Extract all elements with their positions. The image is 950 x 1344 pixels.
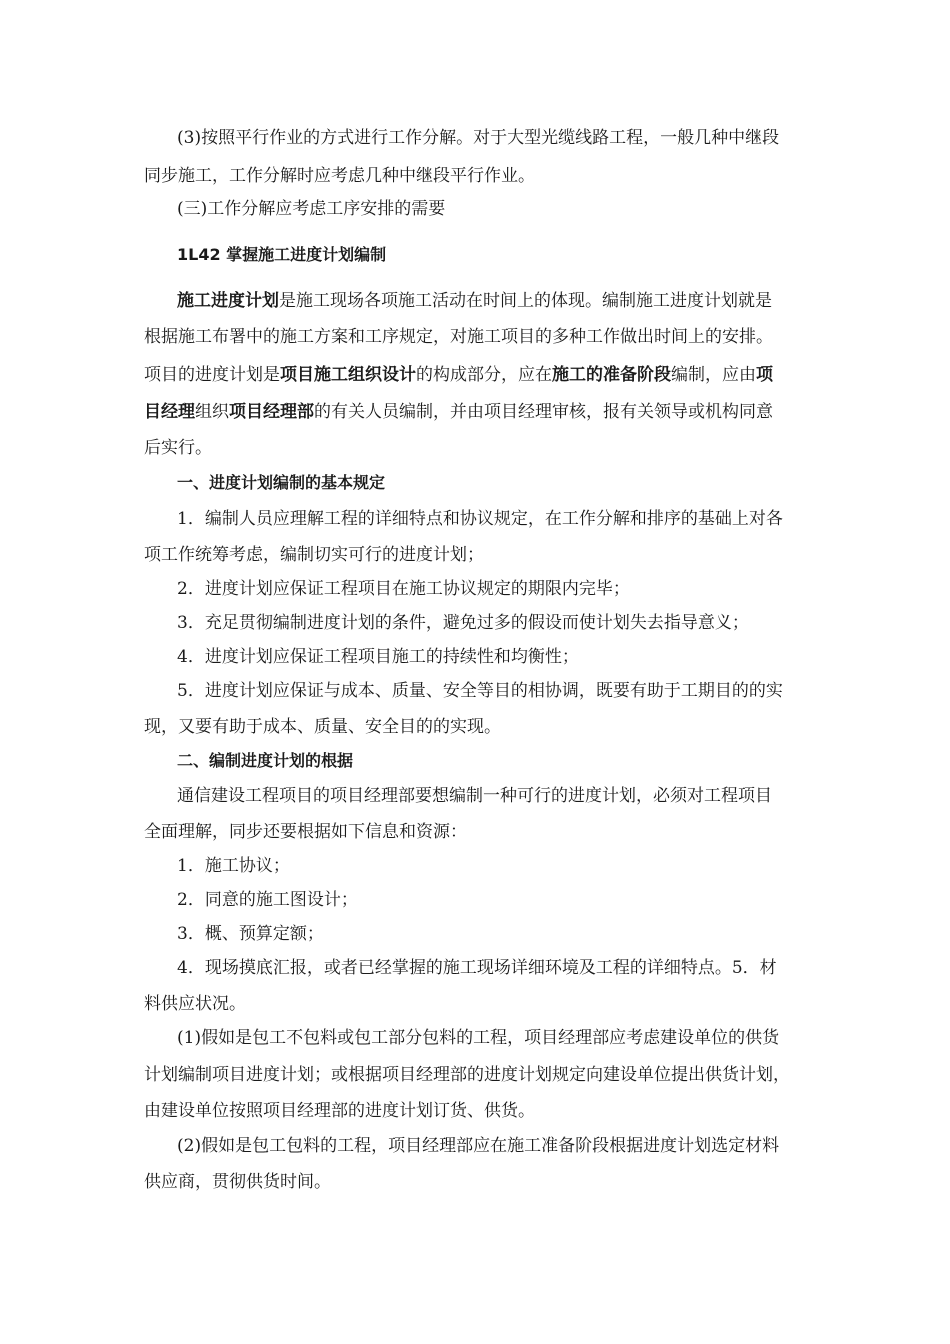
list-item-continuation: 料供应状况。 [144,994,246,1014]
list-item: 2．同意的施工图设计； [177,890,358,910]
list-item: 3．充足贯彻编制进度计划的条件，避免过多的假设而使计划失去指导意义； [177,613,749,633]
text-run: 的构成部分，应在 [416,365,552,385]
list-item: 4．进度计划应保证工程项目施工的持续性和均衡性； [177,647,579,667]
text-run: 项目的进度计划是 [144,365,280,385]
paragraph-line: 全面理解，同步还要根据如下信息和资源： [144,822,467,842]
paragraph-line: 后实行。 [144,438,212,458]
bold-term: 目经理 [144,402,195,422]
paragraph-line [144,401,773,423]
list-item: 1．施工协议； [177,856,290,876]
paragraph-line: 供应商，贯彻供货时间。 [144,1172,331,1192]
paragraph-line: 通信建设工程项目的项目经理部要想编制一种可行的进度计划，必须对工程项目 [177,786,772,806]
section-title: 1L42 掌握施工进度计划编制 [177,245,387,264]
paragraph-line: (2)假如是包工包料的工程，项目经理部应在施工准备阶段根据进度计划选定材料 [177,1136,780,1156]
paragraph-line [177,290,772,312]
list-item-continuation: 现，又要有助于成本、质量、安全目的的实现。 [144,717,501,737]
list-item-continuation: 项工作统筹考虑，编制切实可行的进度计划； [144,545,484,565]
heading-basic-rules: 一、进度计划编制的基本规定 [177,473,386,492]
text-run: 编制，应由 [671,365,756,385]
paragraph-line: (1)假如是包工不包料或包工部分包料的工程，项目经理部应考虑建设单位的供货 [177,1028,780,1048]
heading-basis: 二、编制进度计划的根据 [177,751,354,770]
bold-term: 项目经理部 [229,402,314,422]
paragraph-line [144,364,773,386]
paragraph-line: 同步施工，工作分解时应考虑几种中继段平行作业。 [144,166,535,186]
paragraph-line: 根据施工布署中的施工方案和工序规定，对施工项目的多种工作做出时间上的安排。 [144,327,773,347]
paragraph-line: 由建设单位按照项目经理部的进度计划订货、供货。 [144,1101,535,1121]
list-item: 3．概、预算定额； [177,924,324,944]
list-item: 1．编制人员应理解工程的详细特点和协议规定，在工作分解和排序的基础上对各 [177,509,783,529]
bold-term: 施工进度计划 [177,291,279,311]
list-item: 4．现场摸底汇报，或者已经掌握的施工现场详细环境及工程的详细特点。5．材 [177,958,777,978]
text-run: 组织 [195,402,229,422]
bold-term: 项 [756,365,773,385]
list-item: 2．进度计划应保证工程项目在施工协议规定的期限内完毕； [177,579,630,599]
paragraph-line: (3)按照平行作业的方式进行工作分解。对于大型光缆线路工程，一般几种中继段 [177,128,780,148]
paragraph-line: 计划编制项目进度计划；或根据项目经理部的进度计划规定向建设单位提出供货计划， [144,1065,790,1085]
bold-term: 项目施工组织设计 [280,365,416,385]
text-run: 的有关人员编制，并由项目经理审核，报有关领导或机构同意 [314,402,773,422]
bold-term: 施工的准备阶段 [552,365,671,385]
paragraph-line: (三)工作分解应考虑工序安排的需要 [177,199,446,219]
text-run: 是施工现场各项施工活动在时间上的体现。编制施工进度计划就是 [279,291,772,311]
list-item: 5．进度计划应保证与成本、质量、安全等目的相协调，既要有助于工期目的的实 [177,681,783,701]
